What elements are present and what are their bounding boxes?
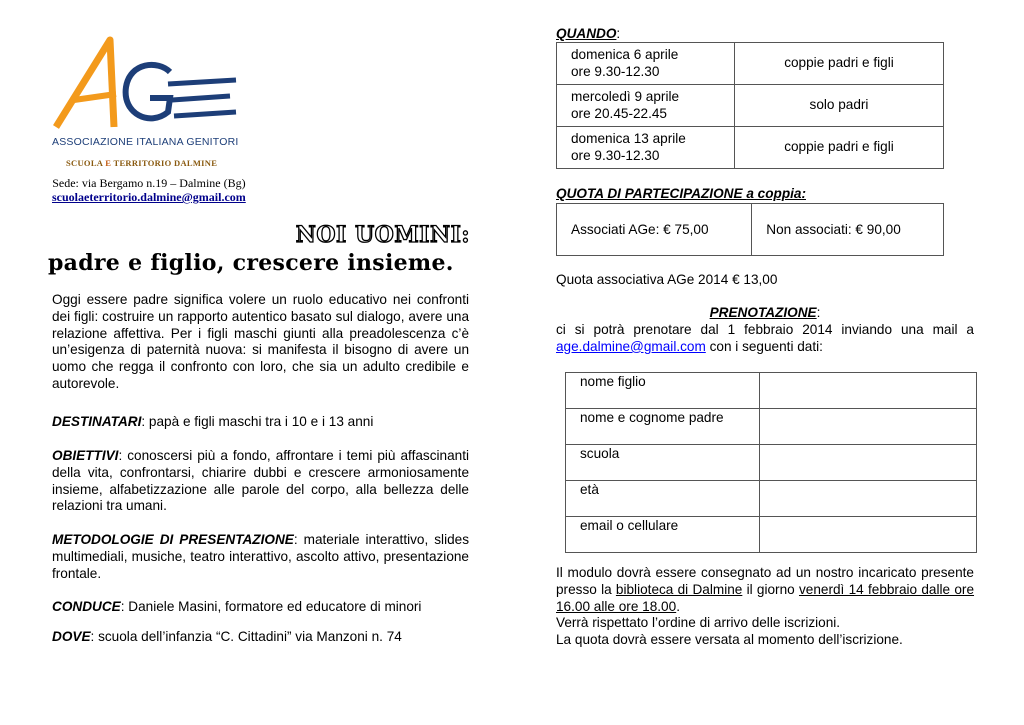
prenotazione-email-link[interactable]: age.dalmine@gmail.com xyxy=(556,338,706,354)
section-destinatari: DESTINATARI: papà e figli maschi tra i 10 e i 13 anni xyxy=(52,414,374,429)
table-row: domenica 13 aprile ore 9.30-12.30 coppie padri e figli xyxy=(557,127,944,169)
form-cell[interactable] xyxy=(760,517,977,553)
table-row: scuola xyxy=(566,445,977,481)
prenotazione-text: ci si potrà prenotare dal 1 febbraio 2014 inviando una mail a age.dalmine@gmail.com con i seguenti dati: xyxy=(556,322,974,354)
quota-non-associati: Non associati: € 90,00 xyxy=(752,204,944,256)
form-cell[interactable] xyxy=(760,445,977,481)
sede-address: Sede: via Bergamo n.19 – Dalmine (Bg) xyxy=(52,176,246,190)
closing-line2: Verrà rispettato l’ordine di arrivo delle iscrizioni. xyxy=(556,615,841,630)
quando-heading: QUANDO: xyxy=(556,26,621,41)
form-cell[interactable] xyxy=(760,373,977,409)
quota-associati: Associati AGe: € 75,00 xyxy=(557,204,752,256)
section-metodologie: METODOLOGIE DI PRESENTAZIONE: materiale interattivo, slides multimediali, musiche, teatro interattivo, ascolto attivo, presentazione frontale. xyxy=(52,532,470,581)
sede-email-link[interactable]: scuolaeterritorio.dalmine@gmail.com xyxy=(52,190,246,204)
title-line1: NOI UOMINI: xyxy=(295,222,470,248)
age-logo xyxy=(50,32,240,172)
prenotazione-heading: PRENOTAZIONE: xyxy=(709,305,821,320)
table-row: nome e cognome padre xyxy=(566,409,977,445)
closing-line3: La quota dovrà essere versata al momento dell’iscrizione. xyxy=(556,632,903,647)
logo-association-name: ASSOCIAZIONE ITALIANA GENITORI xyxy=(52,136,239,148)
table-row xyxy=(557,204,944,256)
form-cell[interactable] xyxy=(760,409,977,445)
table-row: mercoledì 9 aprile ore 20.45-22.45 solo padri xyxy=(557,85,944,127)
sede-block xyxy=(52,176,246,204)
quota-heading: QUOTA DI PARTECIPAZIONE a coppia: xyxy=(556,186,806,201)
closing-paragraph: Il modulo dovrà essere consegnato ad un nostro incaricato presente presso la biblioteca di Dalmine il giorno venerdì 14 febbraio dalle ore 16.00 alle ore 18.00. xyxy=(556,565,975,614)
section-dove: DOVE: scuola dell’infanzia “C. Cittadini” via Manzoni n. 74 xyxy=(52,629,402,644)
table-row: email o cellulare xyxy=(566,517,977,553)
title-line2: padre e figlio, crescere insieme. xyxy=(48,250,454,276)
table-row: domenica 6 aprile ore 9.30-12.30 coppie padri e figli xyxy=(557,43,944,85)
prenotazione-form-table xyxy=(565,372,977,553)
intro-paragraph: Oggi essere padre significa volere un ruolo educativo nei confronti dei figli: costruire un rapporto autentico basato sul dialogo, avere una relazione affettiva. Per i figli maschi giunti alla preadolescenza c’è un’esigenza di paternità nuova: si manifesta il bisogno di avere un uomo che regga il confronto con loro, che sia un adulto credibile e autorevole. xyxy=(52,292,469,391)
table-row: nome figlio xyxy=(566,373,977,409)
quota-associativa: Quota associativa AGe 2014 € 13,00 xyxy=(556,272,778,287)
table-row: età xyxy=(566,481,977,517)
form-cell[interactable] xyxy=(760,481,977,517)
quota-table xyxy=(556,203,944,256)
quando-table xyxy=(556,42,944,169)
section-conduce: CONDUCE: Daniele Masini, formatore ed educatore di minori xyxy=(52,599,422,614)
logo-subtitle: SCUOLA E TERRITORIO DALMINE xyxy=(66,158,218,168)
age-logo-mark xyxy=(50,32,240,137)
section-obiettivi: OBIETTIVI: conoscersi più a fondo, affrontare i temi più affascinanti della vita, confrontarsi, chiarire dubbi e crescere armoniosamente insieme, alfabetizzazione alle parole del corpo, alla bellezza delle relazioni tra umani. xyxy=(52,448,469,514)
